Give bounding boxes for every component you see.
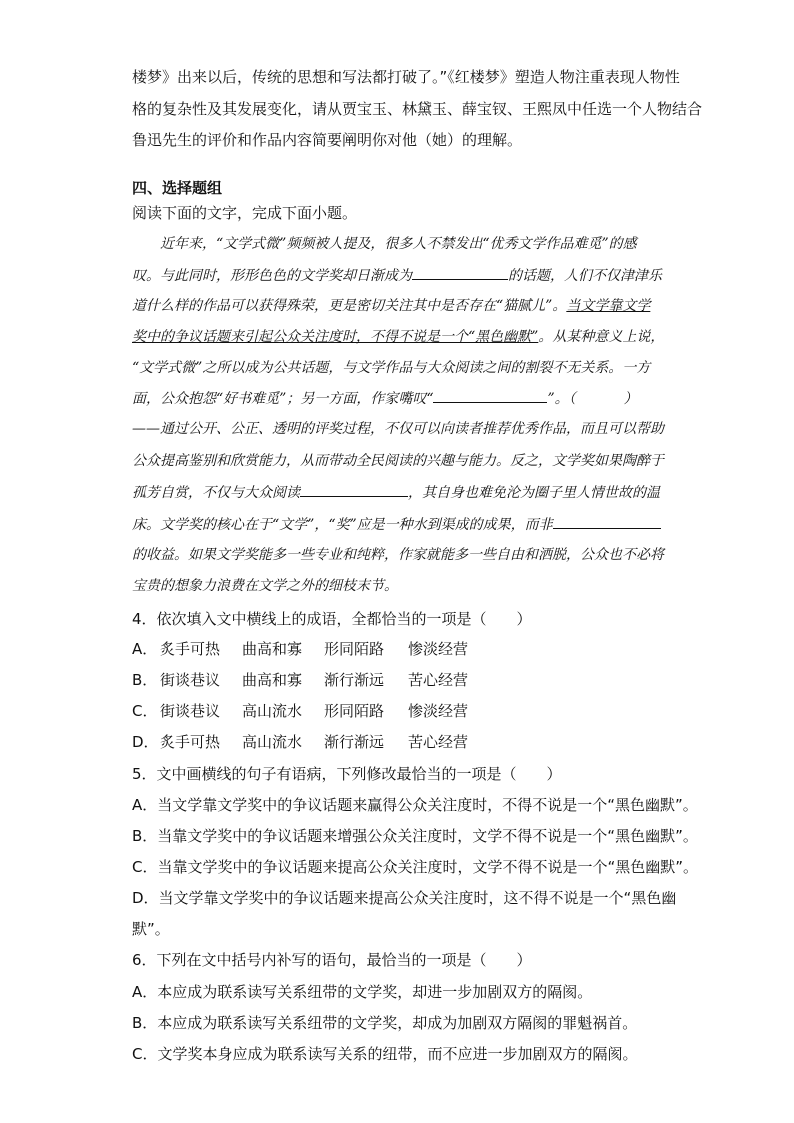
passage-line	[132, 327, 664, 347]
question-6-stem: 6．下列在文中括号内补写的语句，最恰当的一项是（ ）	[132, 951, 532, 969]
option-word: 街谈巷议	[160, 702, 221, 720]
option-word: 形同陌路	[324, 702, 385, 720]
question-5-stem: 5．文中画横线的句子有语病，下列修改最恰当的一项是（ ）	[132, 765, 562, 783]
question-5-option-d-continued: 默”。	[132, 920, 170, 938]
option-word: 渐行渐远	[324, 671, 385, 689]
question-4-option-a[interactable]	[132, 639, 468, 659]
option-label: B．	[132, 671, 158, 689]
passage-line	[132, 296, 650, 316]
option-word: 高山流水	[242, 702, 303, 720]
option-word: 惨淡经营	[408, 640, 469, 658]
passage-line: 公众提高鉴别和欣赏能力，从而带动全民阅读的兴趣与能力。反之，文学奖如果陶醉于	[132, 453, 664, 469]
passage-text: 道什么样的作品可以获得殊荣，更是密切关注其中是否存在“猫腻儿”。	[132, 298, 567, 314]
option-word: 苦心经营	[408, 671, 469, 689]
underlined-sentence: 奖中的争议话题来引起公众关注度时，不得不说是一个“黑色幽默”	[132, 329, 539, 345]
underlined-sentence: 当文学靠文学	[566, 298, 651, 314]
passage-line	[132, 265, 662, 286]
option-word: 惨淡经营	[408, 702, 469, 720]
option-word: 炙手可热	[160, 640, 221, 658]
option-word: 炙手可热	[160, 733, 221, 751]
answer-blank-4[interactable]	[553, 514, 661, 529]
option-label: C．	[132, 702, 158, 720]
question-4-option-c[interactable]	[132, 701, 468, 721]
intro-line-2: 格的复杂性及其发展变化，请从贾宝玉、林黛玉、薛宝钗、王熙凤中任选一个人物结合	[132, 100, 703, 118]
question-5-option-c[interactable]: C．当靠文学奖中的争议话题来提高公众关注度时，文学不得不说是一个“黑色幽默”。	[132, 858, 699, 876]
intro-line-1: 楼梦》出来以后，传统的思想和写法都打破了。”《红楼梦》塑造人物注重表现人物性	[132, 68, 680, 86]
option-label: D．	[132, 733, 159, 751]
passage-line: ——通过公开、公正、透明的评奖过程，不仅可以向读者推荐优秀作品，而且可以帮助	[132, 421, 664, 437]
question-4-option-b[interactable]	[132, 670, 468, 690]
passage-text: 的话题，人们不仅津津乐	[508, 268, 662, 284]
question-5-option-d[interactable]: D．当文学靠文学奖中的争议话题来提高公众关注度时，这不得不说是一个“黑色幽	[132, 889, 677, 907]
passage-text: ）	[623, 391, 638, 407]
passage-line: 的收益。如果文学奖能多一些专业和纯粹，作家就能多一些自由和洒脱，公众也不必将	[132, 547, 664, 563]
option-word: 形同陌路	[324, 640, 385, 658]
option-word: 曲高和寡	[242, 640, 303, 658]
passage-text: 面，公众抱怨“好书难觅”；另一方面，作家嘴叹“	[132, 391, 434, 407]
passage-line	[132, 482, 660, 503]
passage-line	[132, 514, 661, 535]
question-4-option-d[interactable]	[132, 732, 468, 752]
passage-line	[132, 388, 638, 409]
passage-line: 宝贵的想象力浪费在文学之外的细枝末节。	[132, 578, 398, 594]
passage-line: “文学式微”之所以成为公共话题，与文学作品与大众阅读之间的割裂不无关系。一方	[132, 360, 651, 376]
passage-text: 叹。与此同时，形形色色的文学奖却日渐成为	[132, 268, 412, 284]
answer-blank-1[interactable]	[412, 265, 508, 280]
passage-text: ，其自身也难免沦为圈子里人情世故的温	[408, 485, 660, 501]
passage-text: 孤芳自赏，不仅与大众阅读	[132, 485, 300, 501]
section-instruction: 阅读下面的文字，完成下面小题。	[132, 204, 358, 222]
intro-line-3: 鲁迅先生的评价和作品内容简要阐明你对他（她）的理解。	[132, 131, 523, 149]
option-label: A．	[132, 640, 158, 658]
passage-text: 。从某种意义上说，	[538, 329, 665, 345]
question-6-option-a[interactable]: A．本应成为联系读写关系纽带的文学奖，却进一步加剧双方的隔阂。	[132, 983, 593, 1001]
question-5-option-a[interactable]: A．当文学靠文学奖中的争议话题来赢得公众关注度时，不得不说是一个“黑色幽默”。	[132, 796, 698, 814]
question-6-option-b[interactable]: B．本应成为联系读写关系纽带的文学奖，却成为加剧双方隔阂的罪魁祸首。	[132, 1014, 638, 1032]
question-5-option-b[interactable]: B．当靠文学奖中的争议话题来增强公众关注度时，文学不得不说是一个“黑色幽默”。	[132, 827, 698, 845]
question-6-option-c[interactable]: C．文学奖本身应成为联系读写关系的纽带，而不应进一步加剧双方的隔阂。	[132, 1045, 638, 1063]
answer-blank-2[interactable]	[433, 388, 547, 403]
option-word: 高山流水	[242, 733, 303, 751]
passage-line: 近年来，“文学式微”频频被人提及，很多人不禁发出“优秀文学作品难觅”的感	[160, 236, 637, 252]
passage-text: ”。（	[547, 391, 576, 407]
option-word: 渐行渐远	[324, 733, 385, 751]
answer-blank-3[interactable]	[300, 482, 408, 497]
option-word: 街谈巷议	[160, 671, 221, 689]
option-word: 苦心经营	[408, 733, 469, 751]
section-title: 四、选择题组	[132, 179, 223, 197]
passage-text: 床。文学奖的核心在于“文学”，“奖”应是一种水到渠成的成果，而非	[132, 517, 553, 533]
option-word: 曲高和寡	[242, 671, 303, 689]
question-4-stem: 4．依次填入文中横线上的成语，全都恰当的一项是（ ）	[132, 610, 532, 628]
